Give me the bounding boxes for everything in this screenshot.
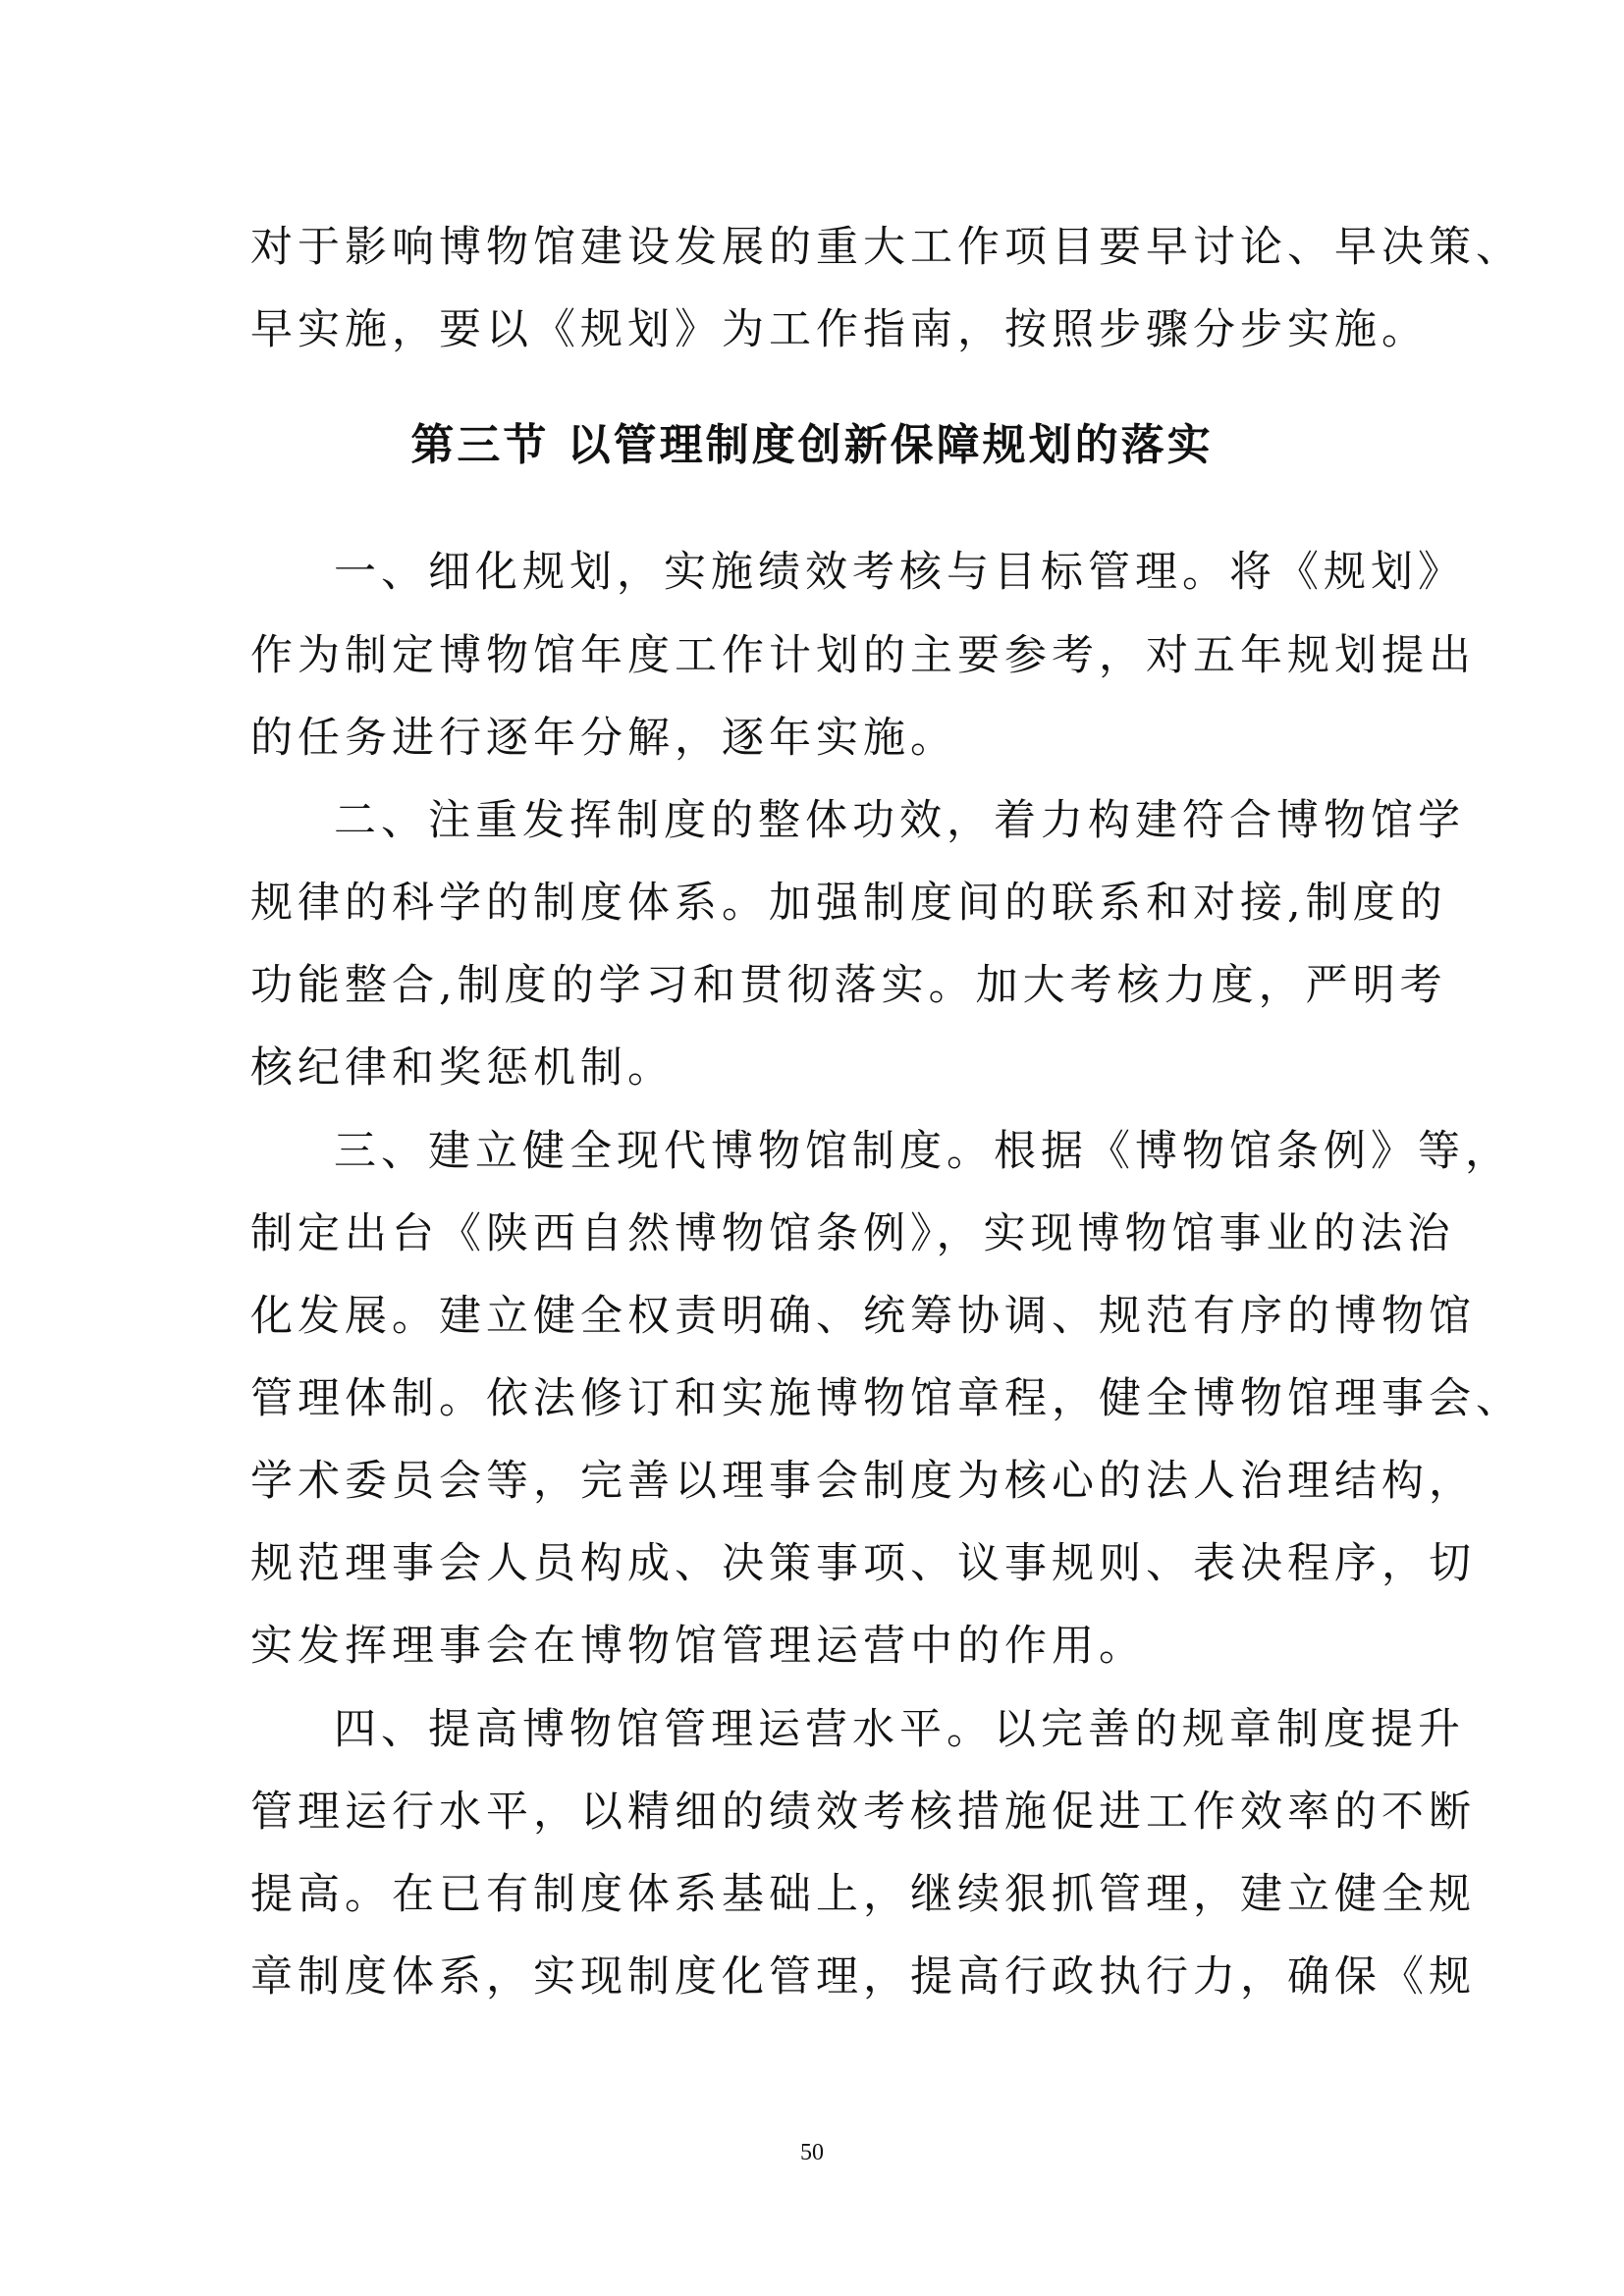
paragraph-3-line-5: 学术委员会等，完善以理事会制度为核心的法人治理结构， — [250, 1457, 1476, 1506]
intro-line-2: 早实施，要以《规划》为工作指南，按照步骤分步实施。 — [250, 305, 1429, 354]
page-number: 50 — [800, 2140, 824, 2165]
paragraph-1-line-3: 的任务进行逐年分解，逐年实施。 — [250, 714, 957, 763]
intro-line-1: 对于影响博物馆建设发展的重大工作项目要早讨论、早决策、 — [250, 223, 1523, 272]
paragraph-3-line-6: 规范理事会人员构成、决策事项、议事规则、表决程序，切 — [250, 1539, 1476, 1588]
paragraph-2-line-4: 核纪律和奖惩机制。 — [250, 1043, 675, 1093]
paragraph-3-line-3: 化发展。建立健全权责明确、统筹协调、规范有序的博物馆 — [250, 1292, 1476, 1341]
paragraph-4-line-1: 四、提高博物馆管理运营水平。以完善的规章制度提升 — [334, 1705, 1465, 1754]
paragraph-4-line-2: 管理运行水平，以精细的绩效考核措施促进工作效率的不断 — [250, 1788, 1476, 1837]
paragraph-2-line-1: 二、注重发挥制度的整体功效，着力构建符合博物馆学 — [334, 796, 1465, 845]
paragraph-2-line-3: 功能整合,制度的学习和贯彻落实。加大考核力度，严明考 — [250, 961, 1447, 1010]
paragraph-3-line-7: 实发挥理事会在博物馆管理运营中的作用。 — [250, 1622, 1146, 1671]
paragraph-4-line-4: 章制度体系，实现制度化管理，提高行政执行力，确保《规 — [250, 1952, 1476, 2002]
paragraph-3-line-1: 三、建立健全现代博物馆制度。根据《博物馆条例》等， — [334, 1127, 1512, 1176]
paragraph-3-line-2: 制定出台《陕西自然博物馆条例》，实现博物馆事业的法治 — [250, 1209, 1455, 1258]
paragraph-4-line-3: 提高。在已有制度体系基础上，继续狠抓管理，建立健全规 — [250, 1870, 1476, 1919]
section-heading: 第三节 以管理制度创新保障规划的落实 — [410, 420, 1214, 470]
paragraph-1-line-1: 一、细化规划，实施绩效考核与目标管理。将《规划》 — [334, 548, 1465, 597]
paragraph-3-line-4: 管理体制。依法修订和实施博物馆章程，健全博物馆理事会、 — [250, 1374, 1523, 1423]
paragraph-2-line-2: 规律的科学的制度体系。加强制度间的联系和对接,制度的 — [250, 879, 1447, 928]
paragraph-1-line-2: 作为制定博物馆年度工作计划的主要参考，对五年规划提出 — [250, 631, 1476, 680]
